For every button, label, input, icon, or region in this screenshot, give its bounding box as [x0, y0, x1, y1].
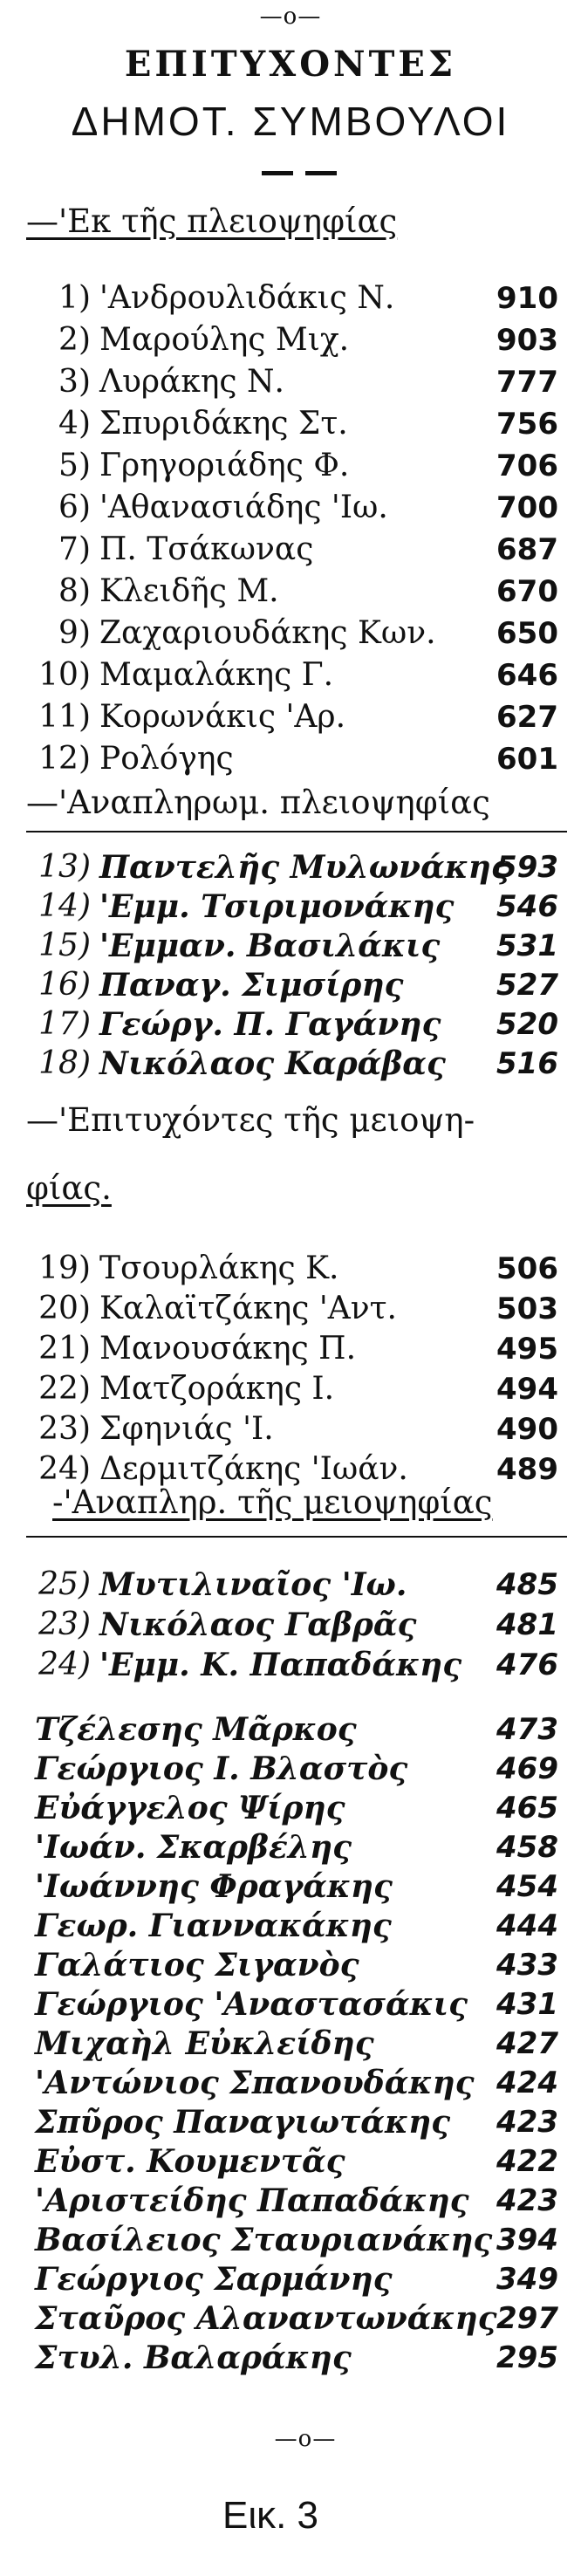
candidate-name: Κλειδῆς Μ.: [99, 573, 279, 609]
rank-number: 6): [58, 490, 91, 525]
vote-count: 433: [496, 1948, 558, 1983]
candidate-name: Μανουσάκης Π.: [99, 1331, 357, 1367]
candidate-name: Γαλάτιος Σιγανὸς: [35, 1947, 359, 1983]
list-item: [26, 927, 558, 965]
candidate-name: Σπῦρος Παναγιωτάκης: [35, 2104, 451, 2141]
vote-count: 503: [496, 1291, 558, 1326]
vote-count: 700: [496, 490, 558, 525]
rank-number: 20): [38, 1291, 91, 1326]
candidate-name: Γεωρ. Γιαννακάκης: [35, 1908, 392, 1944]
candidate-name: Καλαϊτζάκης 'Αντ.: [99, 1291, 397, 1326]
list-item: [26, 1370, 558, 1408]
vote-count: 444: [496, 1908, 558, 1943]
candidate-name: Γεώργ. Π. Γαγάνης: [99, 1006, 441, 1043]
list-item: [26, 363, 558, 401]
vote-count: 454: [496, 1869, 558, 1904]
vote-count: 627: [496, 700, 558, 735]
list-item: [26, 2299, 558, 2338]
list-item: [26, 2142, 558, 2181]
section-minority-heading-line1: —'Επιτυχόντες τῆς μειοψη-: [26, 1101, 475, 1139]
candidate-name: Μαρούλης Μιχ.: [99, 322, 350, 358]
list-item: [26, 614, 558, 653]
vote-count: 469: [496, 1751, 558, 1786]
divider-rule: [26, 831, 567, 832]
rank-number: 2): [58, 322, 91, 358]
vote-count: 546: [496, 889, 558, 924]
rank-number: 21): [38, 1331, 91, 1367]
list-item: [26, 2182, 558, 2220]
candidate-name: Γρηγοριάδης Φ.: [99, 448, 350, 483]
vote-count: 520: [496, 1007, 558, 1042]
candidate-name: Λυράκης Ν.: [99, 364, 284, 400]
candidate-name: 'Αντώνιος Σπανουδάκης: [35, 2065, 475, 2101]
list-item: [26, 1750, 558, 1788]
candidate-name: 'Ανδρουλιδάκις Ν.: [99, 280, 395, 316]
rank-number: 4): [58, 406, 91, 442]
list-item: [26, 1907, 558, 1945]
rank-number: 13): [38, 849, 91, 885]
candidate-name: 'Εμμ. Τσιριμονάκης: [99, 888, 455, 925]
list-item: [26, 1410, 558, 1449]
vote-count: 687: [496, 532, 558, 567]
candidate-name: Εὐάγγελος Ψίρης: [35, 1790, 345, 1826]
vote-count: 756: [496, 407, 558, 442]
vote-count: 295: [496, 2340, 558, 2375]
list-item: [26, 2221, 558, 2259]
rank-number: 8): [58, 573, 91, 609]
list-item: [26, 1985, 558, 2024]
section-majority-subs-heading: —'Αναπληρωμ. πλειοψηφίας: [26, 784, 490, 821]
candidate-name: 'Εμμ. Κ. Παπαδάκης: [99, 1647, 462, 1683]
rank-number: 14): [38, 888, 91, 924]
list-item: [26, 1789, 558, 1827]
rank-number: 24): [38, 1647, 91, 1682]
divider-rule: [26, 1536, 567, 1538]
list-item: [26, 1005, 558, 1044]
bottom-separator: —ο—: [274, 2426, 337, 2452]
vote-count: 489: [496, 1452, 558, 1487]
list-item: [26, 489, 558, 527]
rank-number: 24): [38, 1451, 91, 1487]
list-item: [26, 572, 558, 611]
vote-count: 777: [496, 365, 558, 400]
vote-count: 297: [496, 2301, 558, 2336]
vote-count: 481: [496, 1607, 558, 1642]
vote-count: 527: [496, 968, 558, 1003]
candidate-name: Ρολόγης: [99, 741, 234, 777]
figure-caption: Εικ. 3: [222, 2494, 319, 2537]
rank-number: 10): [38, 657, 91, 693]
section-minority-heading-line2: φίας.: [26, 1169, 112, 1207]
vote-count: 473: [496, 1712, 558, 1747]
rank-number: 23): [38, 1411, 91, 1447]
vote-count: 458: [496, 1830, 558, 1865]
list-item: [26, 2064, 558, 2102]
candidate-name: Βασίλειος Σταυριανάκης: [35, 2222, 493, 2258]
candidate-name: Γεώργιος 'Αναστασάκις: [35, 1986, 468, 2023]
vote-count: 506: [496, 1251, 558, 1286]
rank-number: 12): [38, 741, 91, 777]
list-item: [26, 405, 558, 443]
vote-count: 394: [496, 2223, 558, 2257]
candidate-name: Γεώργιος Σαρμάνης: [35, 2261, 393, 2298]
list-item: [26, 1867, 558, 1906]
list-item: [26, 1828, 558, 1867]
rank-number: 9): [58, 615, 91, 651]
list-item: [26, 966, 558, 1004]
vote-count: 495: [496, 1332, 558, 1367]
candidate-name: Παντελῆς Μυλωνάκης: [99, 849, 510, 886]
list-item: [26, 1330, 558, 1368]
rank-number: 17): [38, 1006, 91, 1042]
vote-count: 910: [496, 281, 558, 316]
candidate-name: 'Ιωάν. Σκαρβέλης: [35, 1829, 352, 1866]
list-item: [26, 1646, 558, 1684]
vote-count: 593: [496, 850, 558, 885]
list-item: [26, 531, 558, 569]
candidate-name: Παναγ. Σιμσίρης: [99, 967, 404, 1004]
list-item: [26, 2260, 558, 2299]
candidate-name: Στυλ. Βαλαράκης: [35, 2340, 352, 2376]
candidate-name: Μιχαὴλ Εὐκλείδης: [35, 2025, 374, 2062]
list-item: [26, 848, 558, 887]
candidate-name: Π. Τσάκωνας: [99, 531, 314, 567]
candidate-name: Νικόλαος Γαβρᾶς: [99, 1607, 417, 1643]
candidate-name: 'Αθανασιάδης 'Ιω.: [99, 490, 388, 525]
vote-count: 646: [496, 658, 558, 693]
list-item: [26, 279, 558, 318]
list-item: [26, 2103, 558, 2141]
vote-count: 465: [496, 1791, 558, 1826]
rank-number: 15): [38, 928, 91, 963]
rank-number: 23): [38, 1607, 91, 1642]
rank-number: 18): [38, 1045, 91, 1081]
list-item: [26, 1250, 558, 1288]
rank-number: 25): [38, 1566, 91, 1602]
vote-count: 485: [496, 1567, 558, 1602]
top-separator: —ο—: [259, 3, 322, 30]
vote-count: 601: [496, 742, 558, 777]
rank-number: 1): [58, 280, 91, 316]
vote-count: 424: [496, 2066, 558, 2100]
dash-right: [305, 171, 337, 175]
candidate-name: Ματζοράκης Ι.: [99, 1371, 335, 1407]
candidate-name: Γεώργιος Ι. Βλαστὸς: [35, 1750, 408, 1787]
headline-subtitle: ΔΗΜΟΤ. ΣΥΜΒΟΥΛΟΙ: [71, 99, 510, 144]
candidate-name: 'Αριστείδης Παπαδάκης: [35, 2182, 469, 2219]
vote-count: 516: [496, 1046, 558, 1081]
list-item: [26, 1946, 558, 1984]
rank-number: 5): [58, 448, 91, 483]
section-majority-heading: —'Εκ τῆς πλειοψηφίας: [26, 202, 398, 240]
list-item: [26, 447, 558, 485]
list-item: [26, 1565, 558, 1604]
rank-number: 11): [38, 699, 91, 735]
vote-count: 706: [496, 449, 558, 483]
rank-number: 7): [58, 531, 91, 567]
candidate-name: Τζέλεσης Μᾶρκος: [35, 1711, 357, 1748]
section-minority-subs-heading: -'Αναπληρ. τῆς μειοψηφίας: [52, 1483, 493, 1521]
list-item: [26, 1045, 558, 1083]
vote-count: 422: [496, 2144, 558, 2179]
candidate-name: Μαμαλάκης Γ.: [99, 657, 334, 693]
list-item: [26, 1710, 558, 1749]
list-item: [26, 2024, 558, 2063]
rank-number: 22): [38, 1371, 91, 1407]
candidate-name: Σπυριδάκης Στ.: [99, 406, 348, 442]
candidate-name: Δερμιτζάκης 'Ιωάν.: [99, 1451, 408, 1487]
vote-count: 490: [496, 1412, 558, 1447]
candidate-name: Ζαχαριουδάκης Κων.: [99, 615, 436, 651]
candidate-name: 'Ιωάννης Φραγάκης: [35, 1868, 393, 1905]
candidate-name: 'Εμμαν. Βασιλάκις: [99, 928, 441, 964]
vote-count: 531: [496, 928, 558, 963]
candidate-name: Κορωνάκις 'Αρ.: [99, 699, 346, 735]
rank-number: 16): [38, 967, 91, 1003]
candidate-name: Νικόλαος Καράβας: [99, 1045, 446, 1082]
rank-number: 3): [58, 364, 91, 400]
vote-count: 650: [496, 616, 558, 651]
vote-count: 476: [496, 1648, 558, 1682]
list-item: [26, 887, 558, 926]
candidate-name: Σταῦρος Αλαναντωνάκης: [35, 2300, 497, 2337]
rank-number: 19): [38, 1250, 91, 1286]
candidate-name: Μυτιλιναῖος 'Ιω.: [99, 1566, 407, 1603]
vote-count: 431: [496, 1987, 558, 2022]
vote-count: 903: [496, 323, 558, 358]
list-item: [26, 321, 558, 360]
list-item: [26, 656, 558, 695]
vote-count: 427: [496, 2026, 558, 2061]
dash-left: [262, 171, 293, 175]
vote-count: 423: [496, 2105, 558, 2140]
vote-count: 494: [496, 1372, 558, 1407]
list-item: [26, 2339, 558, 2377]
candidate-name: Εὐστ. Κουμεντᾶς: [35, 2143, 345, 2180]
vote-count: 670: [496, 574, 558, 609]
vote-count: 423: [496, 2183, 558, 2218]
list-item: [26, 740, 558, 778]
candidate-name: Σφηνιάς 'Ι.: [99, 1411, 274, 1447]
list-item: [26, 1290, 558, 1328]
candidate-name: Τσουρλάκης Κ.: [99, 1250, 339, 1286]
list-item: [26, 698, 558, 736]
headline-title: ΕΠΙΤΥΧΟΝΤΕΣ: [124, 44, 457, 85]
list-item: [26, 1606, 558, 1644]
vote-count: 349: [496, 2262, 558, 2297]
